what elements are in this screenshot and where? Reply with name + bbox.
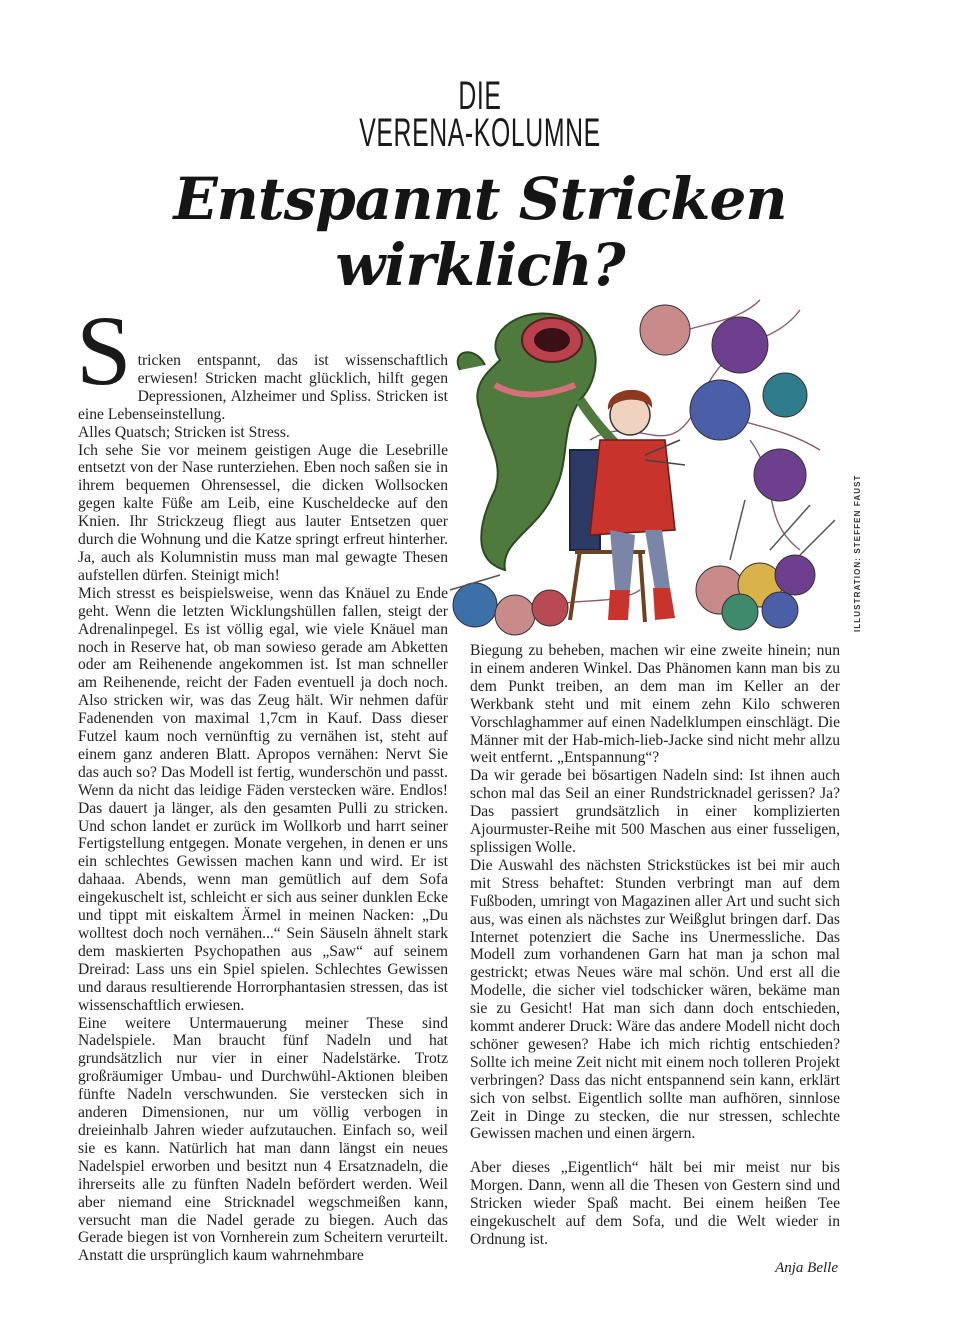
article-column-right: [470, 642, 840, 1249]
paragraph: Alles Quatsch; Stricken ist Stress.: [78, 423, 290, 441]
paragraph-gap: [470, 1143, 840, 1159]
paragraph: Da wir gerade bei bösartigen Nadeln sind: Ist ihnen auch schon mal das Seil an einer Rundstricknadel gerissen? Ja? Das passiert grundsätzlich in einer komplizierten Ajourmuster-Reihe mit 500 Maschen aus einer fusseligen, splissigen Wolle.: [470, 767, 840, 856]
paragraph: Ich sehe Sie vor meinem geistigen Auge die Lesebrille entsetzt von der Nase runterziehen. Eben noch saßen sie in ihrem bequemen Ohrensessel, die dicken Wollsocken gegen kalte Füße am Leib, eine Kuscheldecke auf den Knien. Ihr Strickzeug fliegt aus lauter Entsetzen quer durch die Wohnung und die Katze springt erfreut hinterher. Ja, auch als Kolumnistin muss man mal gewagte Thesen aufstellen dürfen. Steinigt mich!: [78, 441, 448, 584]
intro-paragraph: [76, 295, 448, 424]
dropcap-letter: S: [76, 295, 132, 406]
article-column-left: [76, 295, 448, 1265]
article-headline: [0, 166, 960, 298]
author-signature: Anja Belle: [775, 1260, 838, 1276]
paragraph: Mich stresst es beispielsweise, wenn das Knäuel zu Ende geht. Wenn die letzten Wicklungshüllen fallen, steigt der Adrenalinpegel. Es ist völlig egal, wie viele Knäuel man noch in Reserve hat, ob man sowieso gerade am Abketten oder am Reihenende angekommen ist. Ist man schneller am Reihenende, reicht der Faden eventuell ja doch noch. Also stricken wir, was das Zeug hält. Wir nehmen dafür Fadenenden von maximal 1,7cm in Kauf. Dass dieser Futzel kaum noch vernünftig zu vernähen ist, steht auf einem ganz anderen Blatt. Apropos vernähen: Nervt Sie das auch so? Das Modell ist fertig, wunderschön und passt. Wenn da nicht das leidige Fäden verstecken wäre. Endlos! Das dauert ja länger, als den gesamten Pulli zu stricken. Und schon landet er zurück im Wollkorb und harrt seiner Fertigstellung entgegen. Monate vergehen, in denen er uns ein schlechtes Gewissen machen kann und wird. Er ist dahaaa. Abends, wenn man gemütlich auf dem Sofa eingekuschelt ist, schleicht er sich aus seiner dunklen Ecke und tippt mit eiskaltem Ärmel in meinen Nacken: „Du wolltest doch noch vernähen...“ Sein Säuseln ähnelt stark dem maskierten Psychopathen aus „Saw“ auf seinem Dreirad: Lass uns ein Spiel spielen. Schlechtes Gewissen und daraus resultierende Horrorphantasien stressen, das ist wissenschaftlich erwiesen.: [78, 584, 448, 1014]
kicker-line-1: DIE: [458, 74, 502, 118]
illustration-credit: ILLUSTRATION: STEFFEN FAUST: [853, 474, 862, 632]
column-kicker: [182, 74, 777, 155]
paragraph: Die Auswahl des nächsten Strickstückes ist bei mir auch mit Stress behaftet: Stunden verbringt man auf dem Fußboden, umringt von Magazinen aller Art und sucht sich aus, was einen als nächstes zur Weißglut bringen darf. Das Internet potenziert die Sache ins Unermessliche. Das Modell zum vorhandenen Garn hat man ja schon mal gestrickt; etwas Neues wäre mal schön. Und erst all die Modelle, die sicher viel todschicker wären, bekäme man sie zu Gesicht! Hat man sich dann doch entschieden, kommt anderer Druck: Wäre das andere Modell nicht doch schöner gewesen? Habe ich mich richtig entschieden? Sollte ich meine Zeit nicht mit einem noch tolleren Projekt verbringen? Dass das nicht entspannend sein kann, erklärt sich von selbst. Eigentlich sollte man aufhören, sinnlose Zeit in Dinge zu stecken, die nur stressen, schlechte Gewissen machen und einen ärgern.: [470, 856, 840, 1143]
headline-line-2: wirklich?: [335, 231, 625, 299]
closing-paragraph: Aber dieses „Eigentlich“ hält bei mir meist nur bis Morgen. Dann, wenn all die Thesen von Gestern sind und Stricken wieder Spaß macht. Bei einem heißen Tee eingekuschelt auf dem Sofa, und die Welt wieder in Ordnung ist.: [470, 1159, 840, 1248]
paragraph: Biegung zu beheben, machen wir eine zweite hinein; nun in einem anderen Winkel. Das Phänomen kann man bis zu dem Punkt treiben, an dem man im Keller an der Werkbank steht und mit einem zehn Kilo schweren Vorschlaghammer auf einen Nadelklumpen einschlägt. Die Männer mit der Hab-mich-lieb-Jacke sind nicht mehr allzu weit entfernt. „Entspannung“?: [470, 642, 840, 767]
kicker-line-2: VERENA-KOLUMNE: [359, 111, 601, 155]
intro-text: tricken entspannt, das ist wissenschaftlich erwiesen! Stricken macht glücklich, hilft gegen Depressionen, Alzheimer und Spliss. Stricken ist eine Lebenseinstellung.: [78, 352, 448, 423]
knitting-monster-illustration: [440, 290, 840, 640]
paragraph: Eine weitere Untermauerung meiner These sind Nadelspiele. Man braucht fünf Nadeln und hat grundsätzlich nur vier in einer Nadelstärke. Trotz großräumiger Umbau- und Durchwühl-Aktionen bleiben fünfte Nadeln verschwunden. Sie verstecken sich in anderen Dimensionen, nur um völlig verbogen in dreieinhalb Jahren wieder aufzutauchen. Einfach so, weil sie es kann. Natürlich hat man dann längst ein neues Nadelspiel erworben und besitzt nun 4 Ersatznadeln, die ihrerseits alle zu fünften Nadeln befördert werden. Weil aber niemand eine Stricknadel wegschmeißen kann, versucht man die Nadel gerade zu biegen. Auch das Gerade biegen ist von Vornherein zum Scheitern verurteilt. Anstatt die ursprünglich kaum wahrnehmbare: [78, 1014, 448, 1265]
headline-line-1: Entspannt Stricken: [173, 165, 787, 233]
